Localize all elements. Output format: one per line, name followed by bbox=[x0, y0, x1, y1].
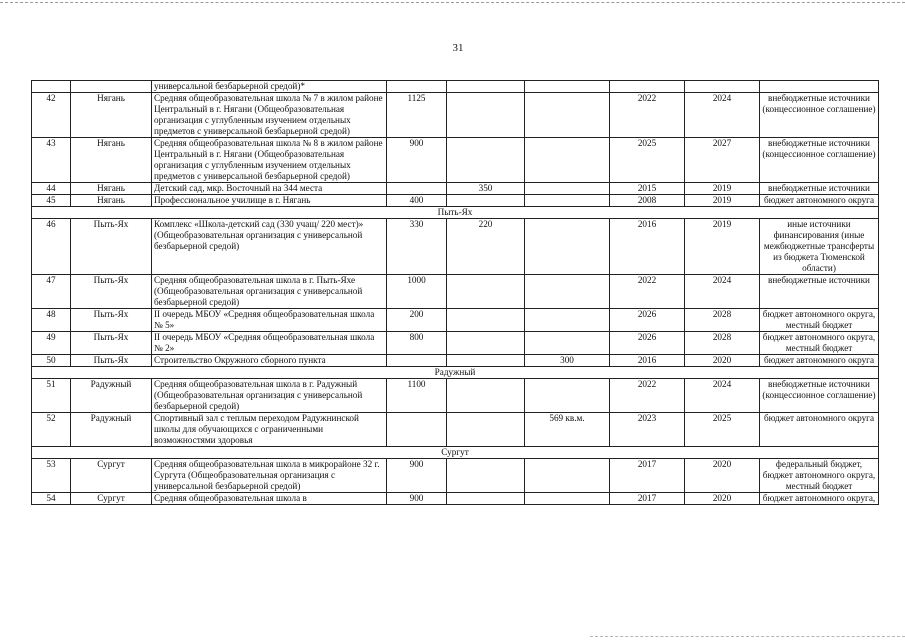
section-header-row bbox=[32, 367, 879, 379]
cell-v2: 220 bbox=[447, 219, 525, 275]
cell-v2 bbox=[447, 355, 525, 367]
cell-source: бюджет автономного округа bbox=[760, 195, 879, 207]
cell-v2 bbox=[447, 493, 525, 505]
cell-num: 48 bbox=[32, 309, 71, 332]
cell-num: 47 bbox=[32, 275, 71, 309]
cell-end: 2020 bbox=[685, 459, 760, 493]
cell-city: Пыть-Ях bbox=[71, 332, 152, 355]
section-title: Пыть-Ях bbox=[32, 207, 879, 219]
cell-num: 54 bbox=[32, 493, 71, 505]
section-title: Сургут bbox=[32, 447, 879, 459]
cell-num: 42 bbox=[32, 93, 71, 138]
cell-v1 bbox=[387, 81, 447, 93]
table-row bbox=[32, 355, 879, 367]
cell-name: II очередь МБОУ «Средняя общеобразовательная школа № 5» bbox=[152, 309, 387, 332]
cell-start: 2023 bbox=[610, 413, 685, 447]
cell-end: 2019 bbox=[685, 183, 760, 195]
cell-v1 bbox=[387, 413, 447, 447]
cell-v1 bbox=[387, 355, 447, 367]
cell-num: 46 bbox=[32, 219, 71, 275]
cell-v3 bbox=[525, 493, 610, 505]
cell-v1: 330 bbox=[387, 219, 447, 275]
cell-v3 bbox=[525, 138, 610, 183]
cell-name: универсальной безбарьерной средой)* bbox=[152, 81, 387, 93]
cell-v3: 300 bbox=[525, 355, 610, 367]
cell-num: 51 bbox=[32, 379, 71, 413]
cell-city: Сургут bbox=[71, 459, 152, 493]
cell-end: 2024 bbox=[685, 379, 760, 413]
cell-v2 bbox=[447, 309, 525, 332]
cell-end: 2019 bbox=[685, 219, 760, 275]
cell-num: 52 bbox=[32, 413, 71, 447]
cell-start bbox=[610, 81, 685, 93]
cell-source: бюджет автономного округа bbox=[760, 355, 879, 367]
cell-end: 2024 bbox=[685, 93, 760, 138]
cell-source: внебюджетные источники bbox=[760, 183, 879, 195]
cell-source: федеральный бюджет, бюджет автономного округа, местный бюджет bbox=[760, 459, 879, 493]
cell-v3 bbox=[525, 332, 610, 355]
cell-city: Радужный bbox=[71, 379, 152, 413]
cell-v1: 1000 bbox=[387, 275, 447, 309]
table-row bbox=[32, 309, 879, 332]
cell-name: Средняя общеобразовательная школа в микрорайоне 32 г. Сургута (Общеобразовательная организация с универсальной безбарьерной средой) bbox=[152, 459, 387, 493]
cell-start: 2017 bbox=[610, 459, 685, 493]
cell-v1: 400 bbox=[387, 195, 447, 207]
cell-num bbox=[32, 81, 71, 93]
cell-v2 bbox=[447, 459, 525, 493]
cell-end: 2020 bbox=[685, 493, 760, 505]
cell-name: Профессиональное училище в г. Нягань bbox=[152, 195, 387, 207]
table-row bbox=[32, 219, 879, 275]
cell-city: Нягань bbox=[71, 183, 152, 195]
page-number: 31 bbox=[452, 42, 464, 54]
table-row bbox=[32, 379, 879, 413]
cell-num: 53 bbox=[32, 459, 71, 493]
cell-source: внебюджетные источники bbox=[760, 275, 879, 309]
cell-v3 bbox=[525, 309, 610, 332]
cell-start: 2026 bbox=[610, 332, 685, 355]
cell-v2 bbox=[447, 379, 525, 413]
cell-city: Пыть-Ях bbox=[71, 219, 152, 275]
cell-city: Сургут bbox=[71, 493, 152, 505]
cell-city: Нягань bbox=[71, 138, 152, 183]
table-row bbox=[32, 138, 879, 183]
construction-register-table bbox=[31, 80, 879, 505]
cell-v3: 569 кв.м. bbox=[525, 413, 610, 447]
table-row bbox=[32, 93, 879, 138]
cell-city: Пыть-Ях bbox=[71, 355, 152, 367]
cell-v1: 1100 bbox=[387, 379, 447, 413]
cell-source: бюджет автономного округа, местный бюджет bbox=[760, 309, 879, 332]
cell-v2 bbox=[447, 93, 525, 138]
cell-start: 2017 bbox=[610, 493, 685, 505]
cell-source: бюджет автономного округа bbox=[760, 413, 879, 447]
cell-v2 bbox=[447, 332, 525, 355]
bottom-scan-rule bbox=[590, 636, 905, 637]
cell-name: II очередь МБОУ «Средняя общеобразовательная школа № 2» bbox=[152, 332, 387, 355]
cell-start: 2016 bbox=[610, 219, 685, 275]
cell-end bbox=[685, 81, 760, 93]
cell-v1: 800 bbox=[387, 332, 447, 355]
cell-v1: 900 bbox=[387, 138, 447, 183]
cell-v3 bbox=[525, 81, 610, 93]
table-row bbox=[32, 195, 879, 207]
table-row bbox=[32, 332, 879, 355]
cell-start: 2022 bbox=[610, 275, 685, 309]
cell-city bbox=[71, 81, 152, 93]
cell-name: Средняя общеобразовательная школа в г. Радужный (Общеобразовательная организация с универсальной безбарьерной средой) bbox=[152, 379, 387, 413]
cell-end: 2028 bbox=[685, 309, 760, 332]
cell-name: Средняя общеобразовательная школа в г. Пыть-Яхе (Общеобразовательная организация с универсальной безбарьерной средой) bbox=[152, 275, 387, 309]
cell-end: 2027 bbox=[685, 138, 760, 183]
cell-v1 bbox=[387, 183, 447, 195]
table-row bbox=[32, 183, 879, 195]
cell-city: Пыть-Ях bbox=[71, 275, 152, 309]
cell-start: 2008 bbox=[610, 195, 685, 207]
cell-v2 bbox=[447, 195, 525, 207]
cell-v3 bbox=[525, 195, 610, 207]
cell-num: 45 bbox=[32, 195, 71, 207]
cell-v1: 900 bbox=[387, 459, 447, 493]
cell-source bbox=[760, 81, 879, 93]
cell-city: Нягань bbox=[71, 195, 152, 207]
cell-start: 2026 bbox=[610, 309, 685, 332]
cell-start: 2022 bbox=[610, 93, 685, 138]
table-body bbox=[32, 81, 879, 505]
table-row-continued bbox=[32, 81, 879, 93]
cell-v3 bbox=[525, 93, 610, 138]
section-header-row bbox=[32, 447, 879, 459]
cell-city: Нягань bbox=[71, 93, 152, 138]
cell-end: 2028 bbox=[685, 332, 760, 355]
cell-end: 2019 bbox=[685, 195, 760, 207]
cell-name: Детский сад, мкр. Восточный на 344 места bbox=[152, 183, 387, 195]
cell-v2 bbox=[447, 275, 525, 309]
cell-start: 2025 bbox=[610, 138, 685, 183]
table-row bbox=[32, 413, 879, 447]
cell-source: бюджет автономного округа, bbox=[760, 493, 879, 505]
cell-num: 44 bbox=[32, 183, 71, 195]
cell-v2 bbox=[447, 81, 525, 93]
cell-source: иные источники финансирования (иные межбюджетные трансферты из бюджета Тюменской области) bbox=[760, 219, 879, 275]
cell-name: Средняя общеобразовательная школа в bbox=[152, 493, 387, 505]
cell-start: 2015 bbox=[610, 183, 685, 195]
section-header-row bbox=[32, 207, 879, 219]
cell-v2 bbox=[447, 138, 525, 183]
table-row bbox=[32, 459, 879, 493]
cell-v1: 200 bbox=[387, 309, 447, 332]
cell-v2: 350 bbox=[447, 183, 525, 195]
cell-source: бюджет автономного округа, местный бюджет bbox=[760, 332, 879, 355]
cell-num: 50 bbox=[32, 355, 71, 367]
cell-end: 2025 bbox=[685, 413, 760, 447]
cell-name: Спортивный зал с теплым переходом Радужнинской школы для обучающихся с ограниченными возможностями здоровья bbox=[152, 413, 387, 447]
cell-city: Радужный bbox=[71, 413, 152, 447]
table-row bbox=[32, 493, 879, 505]
cell-start: 2016 bbox=[610, 355, 685, 367]
cell-city: Пыть-Ях bbox=[71, 309, 152, 332]
cell-source: внебюджетные источники (концессионное соглашение) bbox=[760, 379, 879, 413]
cell-end: 2020 bbox=[685, 355, 760, 367]
cell-num: 43 bbox=[32, 138, 71, 183]
cell-v3 bbox=[525, 183, 610, 195]
top-scan-rule bbox=[0, 2, 905, 3]
cell-v1: 900 bbox=[387, 493, 447, 505]
cell-name: Комплекс «Школа-детский сад (330 учащ/ 220 мест)» (Общеобразовательная организация с универсальной безбарьерной средой) bbox=[152, 219, 387, 275]
cell-name: Средняя общеобразовательная школа № 8 в жилом районе Центральный в г. Нягани (Общеобразовательная организация с углубленным изучением отдельных предметов с универсальной безбарьерной средой) bbox=[152, 138, 387, 183]
cell-end: 2024 bbox=[685, 275, 760, 309]
cell-num: 49 bbox=[32, 332, 71, 355]
cell-v3 bbox=[525, 379, 610, 413]
cell-source: внебюджетные источники (концессионное соглашение) bbox=[760, 138, 879, 183]
cell-v1: 1125 bbox=[387, 93, 447, 138]
cell-v3 bbox=[525, 459, 610, 493]
cell-v3 bbox=[525, 219, 610, 275]
cell-name: Строительство Окружного сборного пункта bbox=[152, 355, 387, 367]
cell-start: 2022 bbox=[610, 379, 685, 413]
cell-name: Средняя общеобразовательная школа № 7 в жилом районе Центральный в г. Нягани (Общеобразовательная организация с углубленным изучением отдельных предметов с универсальной безбарьерной средой) bbox=[152, 93, 387, 138]
table-row bbox=[32, 275, 879, 309]
cell-v2 bbox=[447, 413, 525, 447]
cell-v3 bbox=[525, 275, 610, 309]
cell-source: внебюджетные источники (концессионное соглашение) bbox=[760, 93, 879, 138]
section-title: Радужный bbox=[32, 367, 879, 379]
